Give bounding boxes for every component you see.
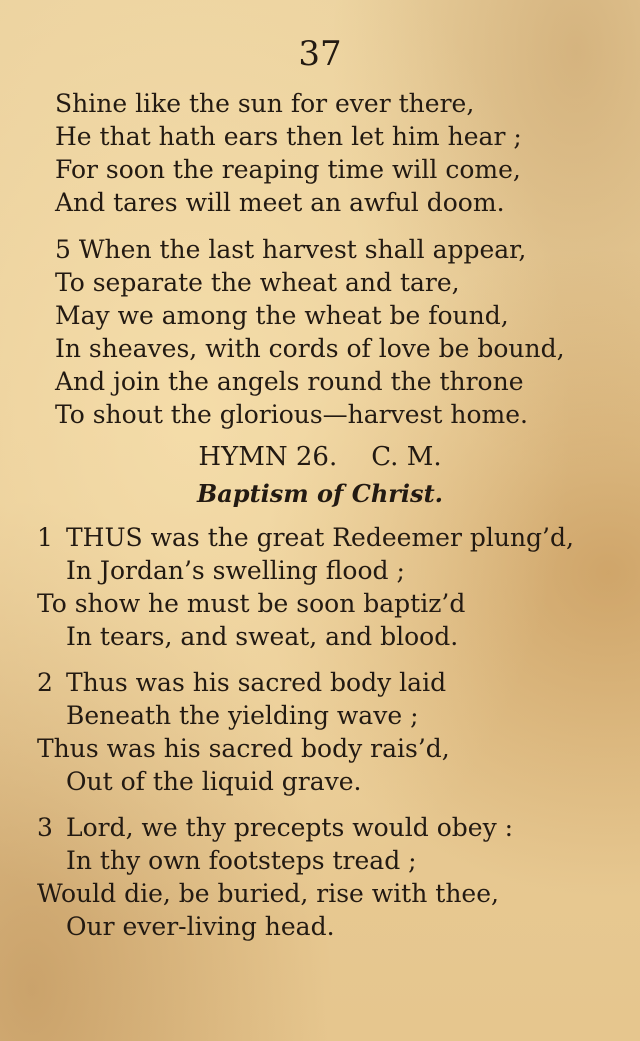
- verse-line: For soon the reaping time will come,: [55, 155, 521, 184]
- verse-line: THUS was the great Redeemer plung’d,: [66, 523, 574, 552]
- hymn-subtitle: Baptism of Christ.: [196, 479, 444, 508]
- verse-line: To show he must be soon baptiz’d: [37, 589, 466, 618]
- hymn-number: HYMN 26.: [198, 442, 338, 472]
- verse-line: Our ever-living head.: [66, 912, 335, 941]
- verse-line: Lord, we thy precepts would obey :: [66, 813, 514, 842]
- verse-line: Shine like the sun for ever there,: [55, 89, 475, 118]
- verse-line: And join the angels round the throne: [55, 367, 524, 396]
- verse-line: He that hath ears then let him hear ;: [55, 122, 522, 151]
- verse-line: 5 When the last harvest shall appear,: [55, 235, 527, 264]
- verse-line: May we among the wheat be found,: [55, 301, 509, 330]
- verse-line: To shout the glorious—harvest home.: [55, 400, 528, 429]
- hymn-title: [0, 440, 640, 474]
- verse-line: In Jordan’s swelling flood ;: [66, 556, 405, 585]
- verse-line: Would die, be buried, rise with thee,: [37, 879, 499, 908]
- page-number: 37: [298, 34, 342, 74]
- verse-line: Out of the liquid grave.: [66, 767, 362, 796]
- stanza-number: 1: [37, 523, 53, 552]
- hymn-meter: C. M.: [371, 442, 442, 472]
- verse-line: In thy own footsteps tread ;: [66, 846, 417, 875]
- verse-line: In sheaves, with cords of love be bound,: [55, 334, 565, 363]
- verse-line: Thus was his sacred body rais’d,: [37, 734, 450, 763]
- verse-line: To separate the wheat and tare,: [55, 268, 460, 297]
- stanza-number: 2: [37, 668, 53, 697]
- verse-line: Thus was his sacred body laid: [66, 668, 447, 697]
- verse-line: And tares will meet an awful doom.: [55, 188, 505, 217]
- stanza-number: 3: [37, 813, 53, 842]
- verse-line: Beneath the yielding wave ;: [66, 701, 419, 730]
- verse-line: In tears, and sweat, and blood.: [66, 622, 459, 651]
